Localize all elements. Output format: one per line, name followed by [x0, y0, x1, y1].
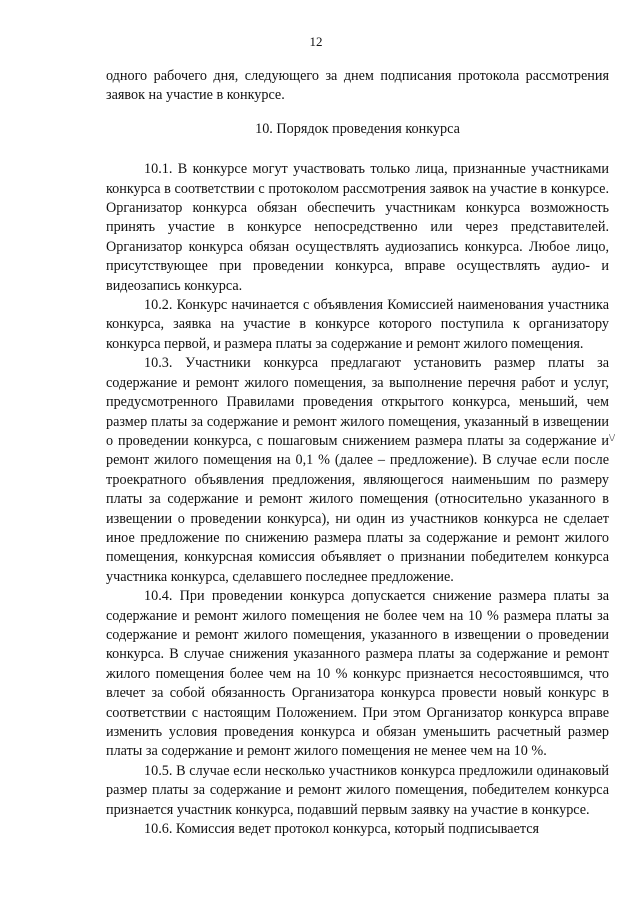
- paragraph-10-6: 10.6. Комиссия ведет протокол конкурса, который подписывается: [144, 821, 540, 838]
- paragraph-10-2: 10.2. Конкурс начинается с объявления Комиссией наименования участника конкурса, заявка на участие в конкурсе которого поступила к организатору конкурса первой, и размера платы за содержание и ремонт жилого помещения.: [106, 297, 609, 352]
- document-body: [106, 67, 609, 839]
- section-heading: 10. Порядок проведения конкурса: [255, 120, 460, 137]
- page-number: 12: [309, 34, 323, 49]
- paragraph-10-1: 10.1. В конкурсе могут участвовать только лица, признанные участниками конкурса в соответствии с протоколом рассмотрения заявок на участие в конкурсе. Организатор конкурса обязан обеспечить участникам конкурса возможность принять участие в конкурсе непосредственно или через представителей. Организатор конкурса обязан осуществлять аудиозапись конкурса. Любое лицо, присутствующее при проведении конкурса, вправе осуществлять аудио- и видеозапись конкурса.: [106, 161, 609, 294]
- margin-handwritten-mark: \/: [609, 432, 616, 444]
- paragraph-10-4: 10.4. При проведении конкурса допускается снижение размера платы за содержание и ремонт жилого помещения не более чем на 10 % размера платы за содержание и ремонт жилого помещения, указанного в извещении о проведении конкурса. В случае снижения указанного размера платы за содержание и ремонт жилого помещения более чем на 10 % конкурс признается несостоявшимся, что влечет за собой обязанность Организатора конкурса провести новый конкурс в соответствии с настоящим Положением. При этом Организатор конкурса вправе изменить условия проведения конкурса и обязан уменьшить расчетный размер платы за содержание и ремонт жилого помещения не менее чем на 10 %.: [106, 588, 609, 760]
- lead-paragraph: одного рабочего дня, следующего за днем подписания протокола рассмотрения заявок на участие в конкурсе.: [106, 68, 609, 104]
- paragraph-10-5: 10.5. В случае если несколько участников конкурса предложили одинаковый размер платы за содержание и ремонт жилого помещения, победителем конкурса признается участник конкурса, подавший первым заявку на участие в конкурсе.: [106, 762, 609, 818]
- paragraph-10-3: 10.3. Участники конкурса предлагают установить размер платы за содержание и ремонт жилого помещения, за выполнение перечня работ и услуг, предусмотренного Правилами проведения открытого конкурса, меньший, чем размер платы за содержание и ремонт жилого помещения, указанный в извещении о проведении конкурса, с пошаговым снижением размера платы за содержание и ремонт жилого помещения на 0,1 % (далее – предложение). В случае если после троекратного объявления предложения, являющегося наименьшим по размеру платы за содержание и ремонт жилого помещения (относительно указанного в извещении о проведении конкурса), ни один из участников конкурса не сделает иное предложение по снижению размера платы за содержание и ремонт жилого помещения, конкурсная комиссия объявляет о признании победителем конкурса участника конкурса, сделавшего последнее предложение.: [106, 355, 609, 585]
